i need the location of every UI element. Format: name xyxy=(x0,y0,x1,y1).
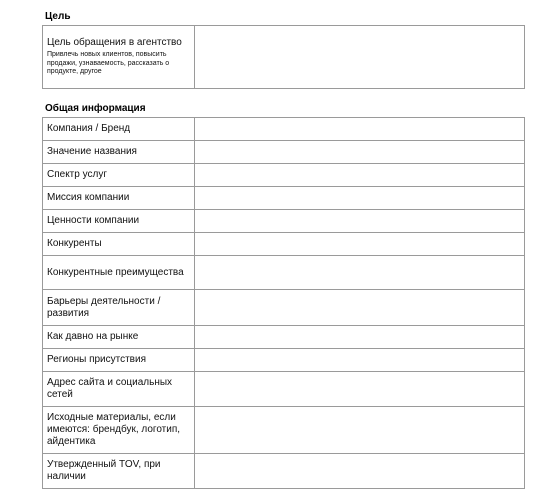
row-value[interactable] xyxy=(195,290,525,326)
row-value[interactable] xyxy=(195,407,525,454)
table-row xyxy=(43,187,525,210)
general-table xyxy=(42,117,525,489)
row-value[interactable] xyxy=(195,210,525,233)
goal-section-title: Цель xyxy=(45,11,71,22)
row-value[interactable] xyxy=(195,164,525,187)
row-label: Конкурентные преимущества xyxy=(43,256,195,290)
table-row xyxy=(43,326,525,349)
table-row xyxy=(43,141,525,164)
goal-row-hint: Привлечь новых клиентов, повысить продажи, узнаваемость, рассказать о продукте, другое xyxy=(47,51,170,76)
table-row xyxy=(43,372,525,407)
goal-table xyxy=(42,25,525,89)
row-value[interactable] xyxy=(195,233,525,256)
table-row xyxy=(43,407,525,454)
row-label: Утвержденный TOV, при наличии xyxy=(43,454,195,489)
row-value[interactable] xyxy=(195,141,525,164)
row-value[interactable] xyxy=(195,187,525,210)
row-value[interactable] xyxy=(195,326,525,349)
row-label: Спектр услуг xyxy=(43,164,195,187)
general-section-title: Общая информация xyxy=(45,103,146,114)
row-label: Значение названия xyxy=(43,141,195,164)
row-label: Исходные материалы, если имеются: брендбук, логотип, айдентика xyxy=(43,407,195,454)
row-label: Миссия компании xyxy=(43,187,195,210)
row-label: Как давно на рынке xyxy=(43,326,195,349)
row-label: Конкуренты xyxy=(43,233,195,256)
goal-row-label: Цель обращения в агентство xyxy=(47,37,182,49)
table-row xyxy=(43,233,525,256)
row-value[interactable] xyxy=(195,372,525,407)
row-label: Адрес сайта и социальных сетей xyxy=(43,372,195,407)
table-row xyxy=(43,256,525,290)
table-row xyxy=(43,454,525,489)
table-row xyxy=(43,290,525,326)
table-row xyxy=(43,349,525,372)
row-label: Ценности компании xyxy=(43,210,195,233)
row-value[interactable] xyxy=(195,256,525,290)
goal-row xyxy=(43,26,525,89)
row-label: Регионы присутствия xyxy=(43,349,195,372)
table-row xyxy=(43,210,525,233)
goal-row-value[interactable] xyxy=(195,26,525,89)
row-value[interactable] xyxy=(195,349,525,372)
row-value[interactable] xyxy=(195,454,525,489)
table-row xyxy=(43,164,525,187)
goal-row-label-cell xyxy=(43,26,195,89)
row-label: Барьеры деятельности / развития xyxy=(43,290,195,326)
table-row xyxy=(43,118,525,141)
row-label: Компания / Бренд xyxy=(43,118,195,141)
row-value[interactable] xyxy=(195,118,525,141)
